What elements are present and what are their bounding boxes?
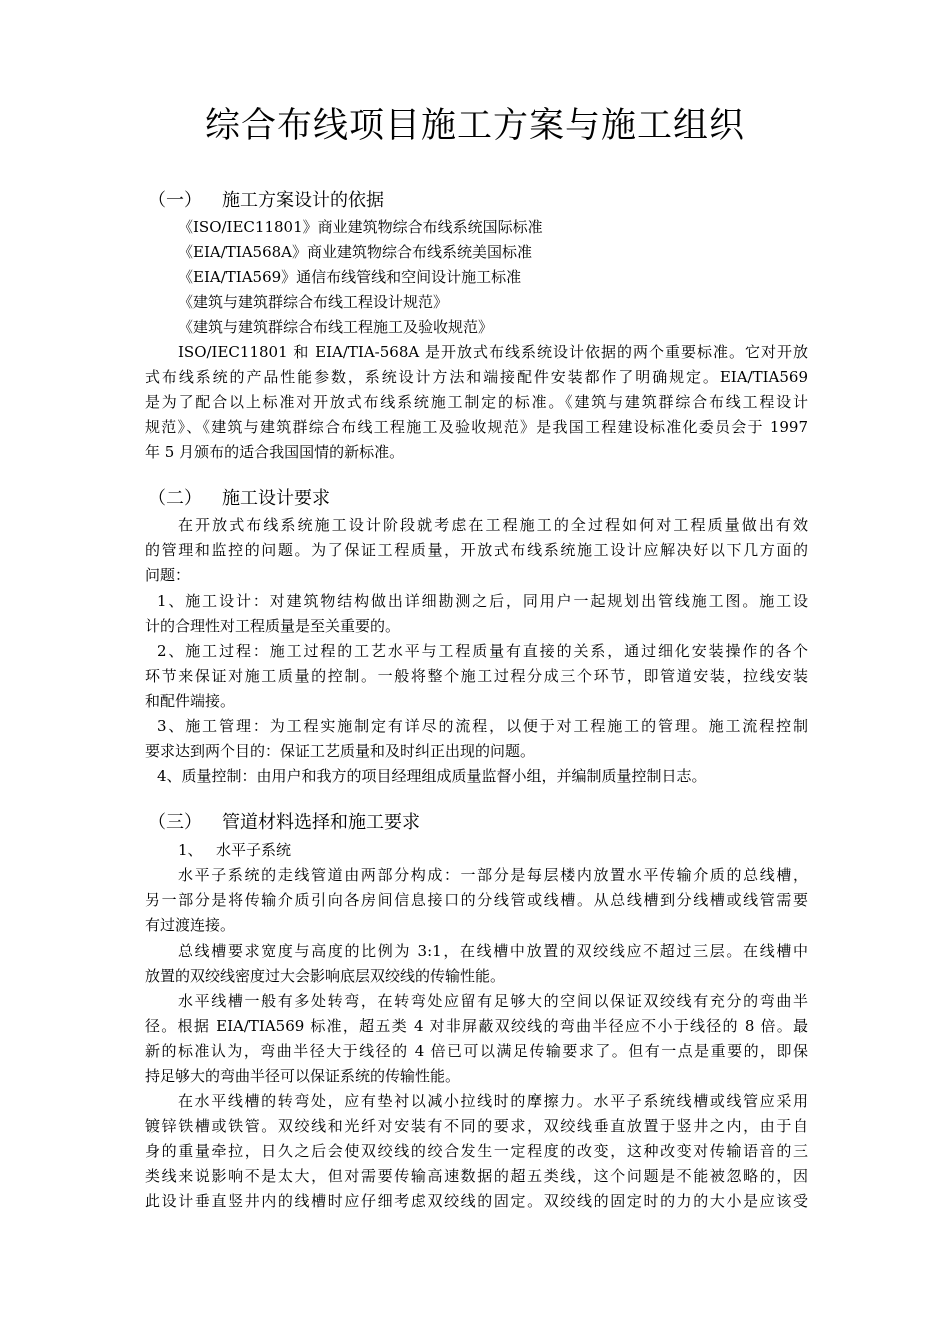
paragraph-line: 径。根据 EIA/TIA569 标准，超五类 4 对非屏蔽双绞线的弯曲半径应不小于线径的 8 倍。最 xyxy=(145,1017,808,1035)
document-title: 综合布线项目施工方案与施工组织 xyxy=(204,106,745,146)
section-title: 施工方案设计的依据 xyxy=(222,190,384,211)
section-number: （三） xyxy=(148,812,202,833)
paragraph-line: 总线槽要求宽度与高度的比例为 3:1，在线槽中放置的双绞线应不超过三层。在线槽中 xyxy=(178,942,808,960)
paragraph-line: 问题： xyxy=(145,566,191,584)
paragraph-line: 身的重量牵拉，日久之后会使双绞线的绞合发生一定程度的改变，这种改变对传输语音的三 xyxy=(145,1142,808,1160)
list-item-line: 计的合理性对工程质量是至关重要的。 xyxy=(145,617,401,635)
list-item-line: 和配件端接。 xyxy=(145,692,236,710)
reference-item: 《ISO/IEC11801》商业建筑物综合布线系统国际标准 xyxy=(178,218,543,236)
paragraph-line: 放置的双绞线密度过大会影响底层双绞线的传输性能。 xyxy=(145,967,506,985)
section-number: （二） xyxy=(148,488,202,509)
paragraph-line: 持足够大的弯曲半径可以保证系统的传输性能。 xyxy=(145,1067,461,1085)
paragraph-line: 式布线系统的产品性能参数，系统设计方法和端接配件安装都作了明确规定。EIA/TIA569 xyxy=(145,368,808,386)
paragraph-line: 规范》、《建筑与建筑群综合布线工程施工及验收规范》是我国工程建设标准化委员会于 1997 xyxy=(145,418,808,436)
subsection-heading xyxy=(178,840,291,860)
section-heading-1 xyxy=(148,189,384,213)
paragraph-line: 镀锌铁槽或铁管。双绞线和光纤对安装有不同的要求，双绞线垂直放置于竖井之内，由于自 xyxy=(145,1117,808,1135)
section-heading-2 xyxy=(148,487,330,511)
paragraph-line: 新的标准认为，弯曲半径大于线径的 4 倍已可以满足传输要求了。但有一点是重要的，即保 xyxy=(145,1042,808,1060)
reference-item: 《建筑与建筑群综合布线工程设计规范》 xyxy=(178,293,449,311)
list-item-line: 2、施工过程：施工过程的工艺水平与工程质量有直接的关系，通过细化安装操作的各个 xyxy=(157,642,808,660)
paragraph-line: 在水平线槽的转弯处，应有垫衬以减小拉线时的摩擦力。水平子系统线槽或线管应采用 xyxy=(178,1092,808,1110)
list-item-line: 4、质量控制：由用户和我方的项目经理组成质量监督小组，并编制质量控制日志。 xyxy=(157,767,707,785)
list-item-line: 环节来保证对施工质量的控制。一般将整个施工过程分成三个环节，即管道安装，拉线安装 xyxy=(145,667,808,685)
section-title: 管道材料选择和施工要求 xyxy=(222,812,420,833)
paragraph-line: 是为了配合以上标准对开放式布线系统施工制定的标准。《建筑与建筑群综合布线工程设计 xyxy=(145,393,808,411)
paragraph-line: 类线来说影响不是太大，但对需要传输高速数据的超五类线，这个问题是不能被忽略的，因 xyxy=(145,1167,808,1185)
paragraph-line: 水平线槽一般有多处转弯，在转弯处应留有足够大的空间以保证双绞线有充分的弯曲半 xyxy=(178,992,808,1010)
paragraph-line: 有过渡连接。 xyxy=(145,916,236,934)
reference-item: 《EIA/TIA568A》商业建筑物综合布线系统美国标准 xyxy=(178,243,532,261)
list-item-line: 要求达到两个目的：保证工艺质量和及时纠正出现的问题。 xyxy=(145,742,536,760)
section-title: 施工设计要求 xyxy=(222,488,330,509)
section-heading-3 xyxy=(148,811,420,835)
paragraph-line: 的管理和监控的问题。为了保证工程质量，开放式布线系统施工设计应解决好以下几方面的 xyxy=(145,541,808,559)
subsection-number: 1、 xyxy=(178,841,203,859)
subsection-title: 水平子系统 xyxy=(216,841,292,859)
paragraph-line: 另一部分是将传输介质引向各房间信息接口的分线管或线槽。从总线槽到分线槽或线管需要 xyxy=(145,891,808,909)
list-item-line: 1、施工设计：对建筑物结构做出详细勘测之后，同用户一起规划出管线施工图。施工设 xyxy=(157,592,808,610)
paragraph-line: 此设计垂直竖井内的线槽时应仔细考虑双绞线的固定。双绞线的固定时的力的大小是应该受 xyxy=(145,1192,808,1210)
paragraph-line: ISO/IEC11801 和 EIA/TIA-568A 是开放式布线系统设计依据的两个重要标准。它对开放 xyxy=(178,343,808,361)
paragraph-line: 年 5 月颁布的适合我国国情的新标准。 xyxy=(145,443,405,461)
section-number: （一） xyxy=(148,190,202,211)
reference-item: 《建筑与建筑群综合布线工程施工及验收规范》 xyxy=(178,318,494,336)
list-item-line: 3、施工管理：为工程实施制定有详尽的流程，以便于对工程施工的管理。施工流程控制 xyxy=(157,717,808,735)
reference-item: 《EIA/TIA569》通信布线管线和空间设计施工标准 xyxy=(178,268,522,286)
paragraph-line: 在开放式布线系统施工设计阶段就考虑在工程施工的全过程如何对工程质量做出有效 xyxy=(178,516,808,534)
paragraph-line: 水平子系统的走线管道由两部分构成：一部分是每层楼内放置水平传输介质的总线槽， xyxy=(178,866,808,884)
